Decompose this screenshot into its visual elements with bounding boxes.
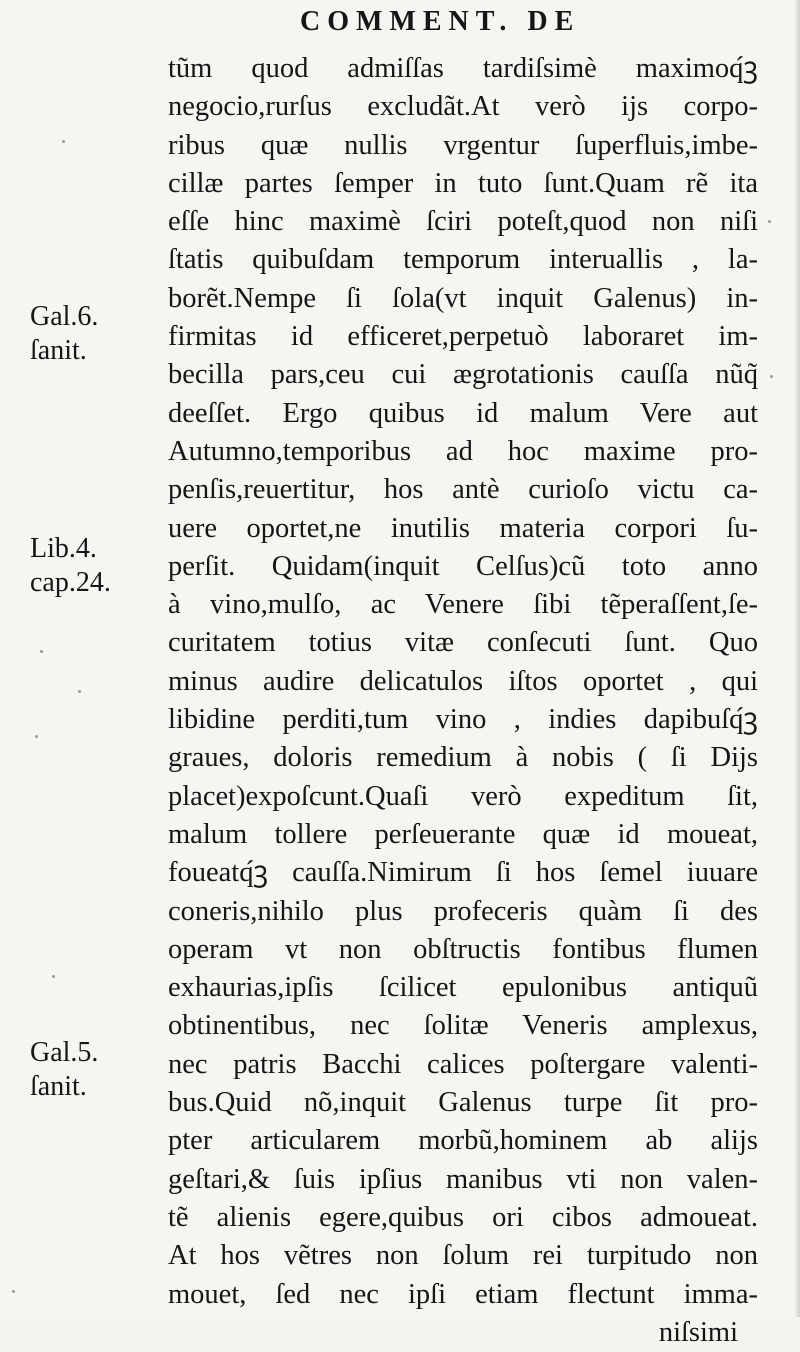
text-line: graues, doloris remedium à nobis ( ſi Dijs — [168, 742, 758, 774]
text-line: eſſe hinc maximè ſciri poteſt,quod non niſi — [168, 206, 758, 238]
marginal-note-line: ſanit. — [30, 1071, 87, 1102]
text-line: ribus quæ nullis vrgentur ſuperfluis,imbe- — [168, 129, 758, 161]
text-line: pter articularem morbũ,hominem ab alijs — [168, 1125, 758, 1157]
page-edge-shadow — [794, 0, 800, 1317]
text-line: Autumno,temporibus ad hoc maxime pro- — [168, 435, 758, 467]
text-line: borẽt.Nempe ſi ſola(vt inquit Galenus) in- — [168, 282, 758, 314]
text-line: minus audire delicatulos iſtos oportet , qui — [168, 665, 758, 697]
text-line: nec patris Bacchi calices poſtergare valenti- — [168, 1048, 758, 1080]
ink-speck — [12, 1290, 15, 1293]
text-line: firmitas id efficeret,perpetuò laboraret im- — [168, 321, 758, 353]
ink-speck — [78, 690, 81, 693]
ink-speck — [35, 735, 38, 738]
ink-speck — [768, 220, 771, 223]
marginal-note-line: Gal.5. — [30, 1037, 99, 1068]
text-line: exhaurias,ipſis ſcilicet epulonibus antiquũ — [168, 972, 758, 1004]
text-line: tũm quod admiſſas tardiſsimè maximoq́ꝫ — [168, 53, 758, 84]
text-line: ſtatis quibuſdam temporum interuallis , la- — [168, 244, 758, 276]
text-line: uere oportet,ne inutilis materia corpori ſu- — [168, 512, 758, 544]
text-line: penſis,reuertitur, hos antè curioſo victu ca- — [168, 474, 758, 506]
text-line: à vino,mulſo, ac Venere ſibi tẽperaſſent,ſe- — [168, 589, 758, 621]
text-line: geſtari,& ſuis ipſius manibus vti non valen- — [168, 1163, 758, 1195]
text-line: becilla pars,ceu cui ægrotationis cauſſa nũq̃ — [168, 359, 758, 391]
marginal-note-line: Lib.4. — [30, 533, 97, 564]
marginal-note-line: cap.24. — [30, 567, 111, 598]
text-line: curitatem totius vitæ conſecuti ſunt. Quo — [168, 627, 758, 659]
text-line: cillæ partes ſemper in tuto ſunt.Quam rẽ ita — [168, 167, 758, 199]
ink-speck — [770, 375, 773, 378]
running-head: COMMENT. DE — [300, 6, 581, 37]
text-line: perſit. Quidam(inquit Celſus)cũ toto anno — [168, 550, 758, 582]
text-line: placet)expoſcunt.Quaſi verò expeditum ſit, — [168, 780, 758, 812]
body-text — [168, 50, 758, 1352]
text-line: tẽ alienis egere,quibus ori cibos admoueat. — [168, 1201, 758, 1233]
text-line: negocio,rurſus excludãt.At verò ijs corpo- — [168, 91, 758, 123]
ink-speck — [40, 650, 43, 653]
text-line: coneris,nihilo plus profeceris quàm ſi des — [168, 895, 758, 927]
marginal-note — [30, 300, 160, 368]
text-line: malum tollere perſeuerante quæ id moueat, — [168, 818, 758, 850]
text-line: At hos vẽtres non ſolum rei turpitudo non — [168, 1240, 758, 1272]
marginal-note-line: ſanit. — [30, 335, 87, 366]
text-line: obtinentibus, nec ſolitæ Veneris amplexus, — [168, 1010, 758, 1042]
marginal-note — [30, 532, 160, 600]
text-line: foueatq́ꝫ cauſſa.Nimirum ſi hos ſemel iuuare — [168, 857, 758, 889]
ink-speck — [62, 140, 65, 143]
text-line: mouet, ſed nec ipſi etiam flectunt imma- — [168, 1278, 758, 1310]
text-line: deeſſet. Ergo quibus id malum Vere aut — [168, 397, 758, 429]
text-line: operam vt non obſtructis fontibus flumen — [168, 933, 758, 965]
text-line: bus.Quid nõ,inquit Galenus turpe ſit pro- — [168, 1087, 758, 1119]
ink-speck — [52, 975, 55, 978]
marginal-note — [30, 1036, 160, 1104]
catchword: niſsimi — [658, 1316, 738, 1348]
marginal-note-line: Gal.6. — [30, 301, 99, 332]
text-line: libidine perditi,tum vino , indies dapibuſq́ꝫ — [168, 704, 758, 736]
